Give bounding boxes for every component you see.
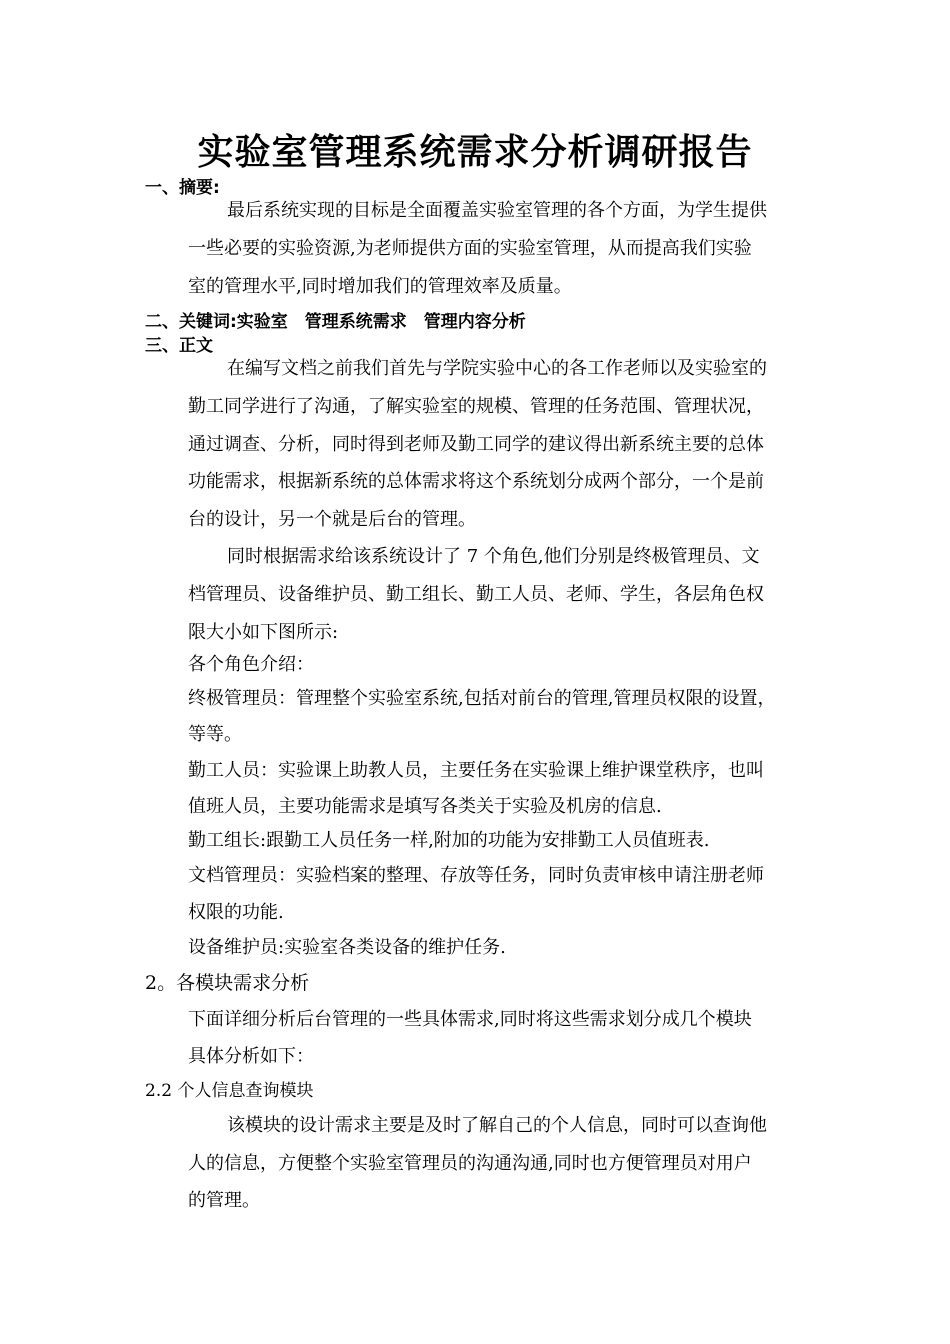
role-line-6: 文档管理员：实验档案的整理、存放等任务，同时负责审核申请注册老师	[188, 865, 764, 886]
section2-line-1: 下面详细分析后台管理的一些具体需求,同时将这些需求划分成几个模块	[188, 1009, 752, 1030]
role-line-1: 终极管理员：管理整个实验室系统,包括对前台的管理,管理员权限的设置，	[188, 688, 776, 709]
section22-heading: 2.2 个人信息查询模块	[145, 1081, 314, 1101]
section2-heading: 2。各模块需求分析	[145, 972, 310, 994]
para1-line-5: 台的设计，另一个就是后台的管理。	[188, 509, 476, 530]
abstract-line-2: 一些必要的实验资源,为老师提供方面的实验室管理，从而提高我们实验	[188, 238, 752, 259]
para2-line-3: 限大小如下图所示:	[188, 622, 339, 643]
body-heading: 三、正文	[145, 336, 213, 356]
para2-line-2: 档管理员、设备维护员、勤工组长、勤工人员、老师、学生，各层角色权	[188, 584, 764, 605]
role-line-7: 权限的功能.	[188, 902, 284, 923]
para2-line-1: 同时根据需求给该系统设计了 7 个角色,他们分别是终极管理员、文	[227, 546, 760, 567]
role-line-5: 勤工组长:跟勤工人员任务一样,附加的功能为安排勤工人员值班表.	[188, 830, 710, 851]
keywords-heading: 二、关键词:实验室 管理系统需求 管理内容分析	[145, 312, 526, 332]
section22-line-1: 该模块的设计需求主要是及时了解自己的个人信息，同时可以查询他	[227, 1115, 767, 1136]
para1-line-1: 在编写文档之前我们首先与学院实验中心的各工作老师以及实验室的	[227, 358, 767, 379]
role-line-4: 值班人员，主要功能需求是填写各类关于实验及机房的信息.	[188, 796, 662, 817]
role-line-3: 勤工人员：实验课上助教人员，主要任务在实验课上维护课堂秩序，也叫	[188, 760, 764, 781]
abstract-line-3: 室的管理水平,同时增加我们的管理效率及质量。	[188, 276, 572, 297]
para1-line-3: 通过调查、分析，同时得到老师及勤工同学的建议得出新系统主要的总体	[188, 434, 764, 455]
document-title: 实验室管理系统需求分析调研报告	[197, 132, 753, 173]
abstract-line-1: 最后系统实现的目标是全面覆盖实验室管理的各个方面，为学生提供	[227, 200, 767, 221]
section22-line-3: 的管理。	[188, 1190, 260, 1211]
abstract-heading: 一、摘要:	[145, 178, 220, 198]
para1-line-2: 勤工同学进行了沟通，了解实验室的规模、管理的任务范围、管理状况，	[188, 396, 764, 417]
roles-intro: 各个角色介绍：	[188, 654, 314, 675]
section22-line-2: 人的信息，方便整个实验室管理员的沟通沟通,同时也方便管理员对用户	[188, 1153, 752, 1174]
role-line-2: 等等。	[188, 724, 242, 745]
section2-line-2: 具体分析如下：	[188, 1046, 314, 1067]
para1-line-4: 功能需求，根据新系统的总体需求将这个系统划分成两个部分，一个是前	[188, 471, 764, 492]
role-line-8: 设备维护员:实验室各类设备的维护任务.	[188, 937, 506, 958]
